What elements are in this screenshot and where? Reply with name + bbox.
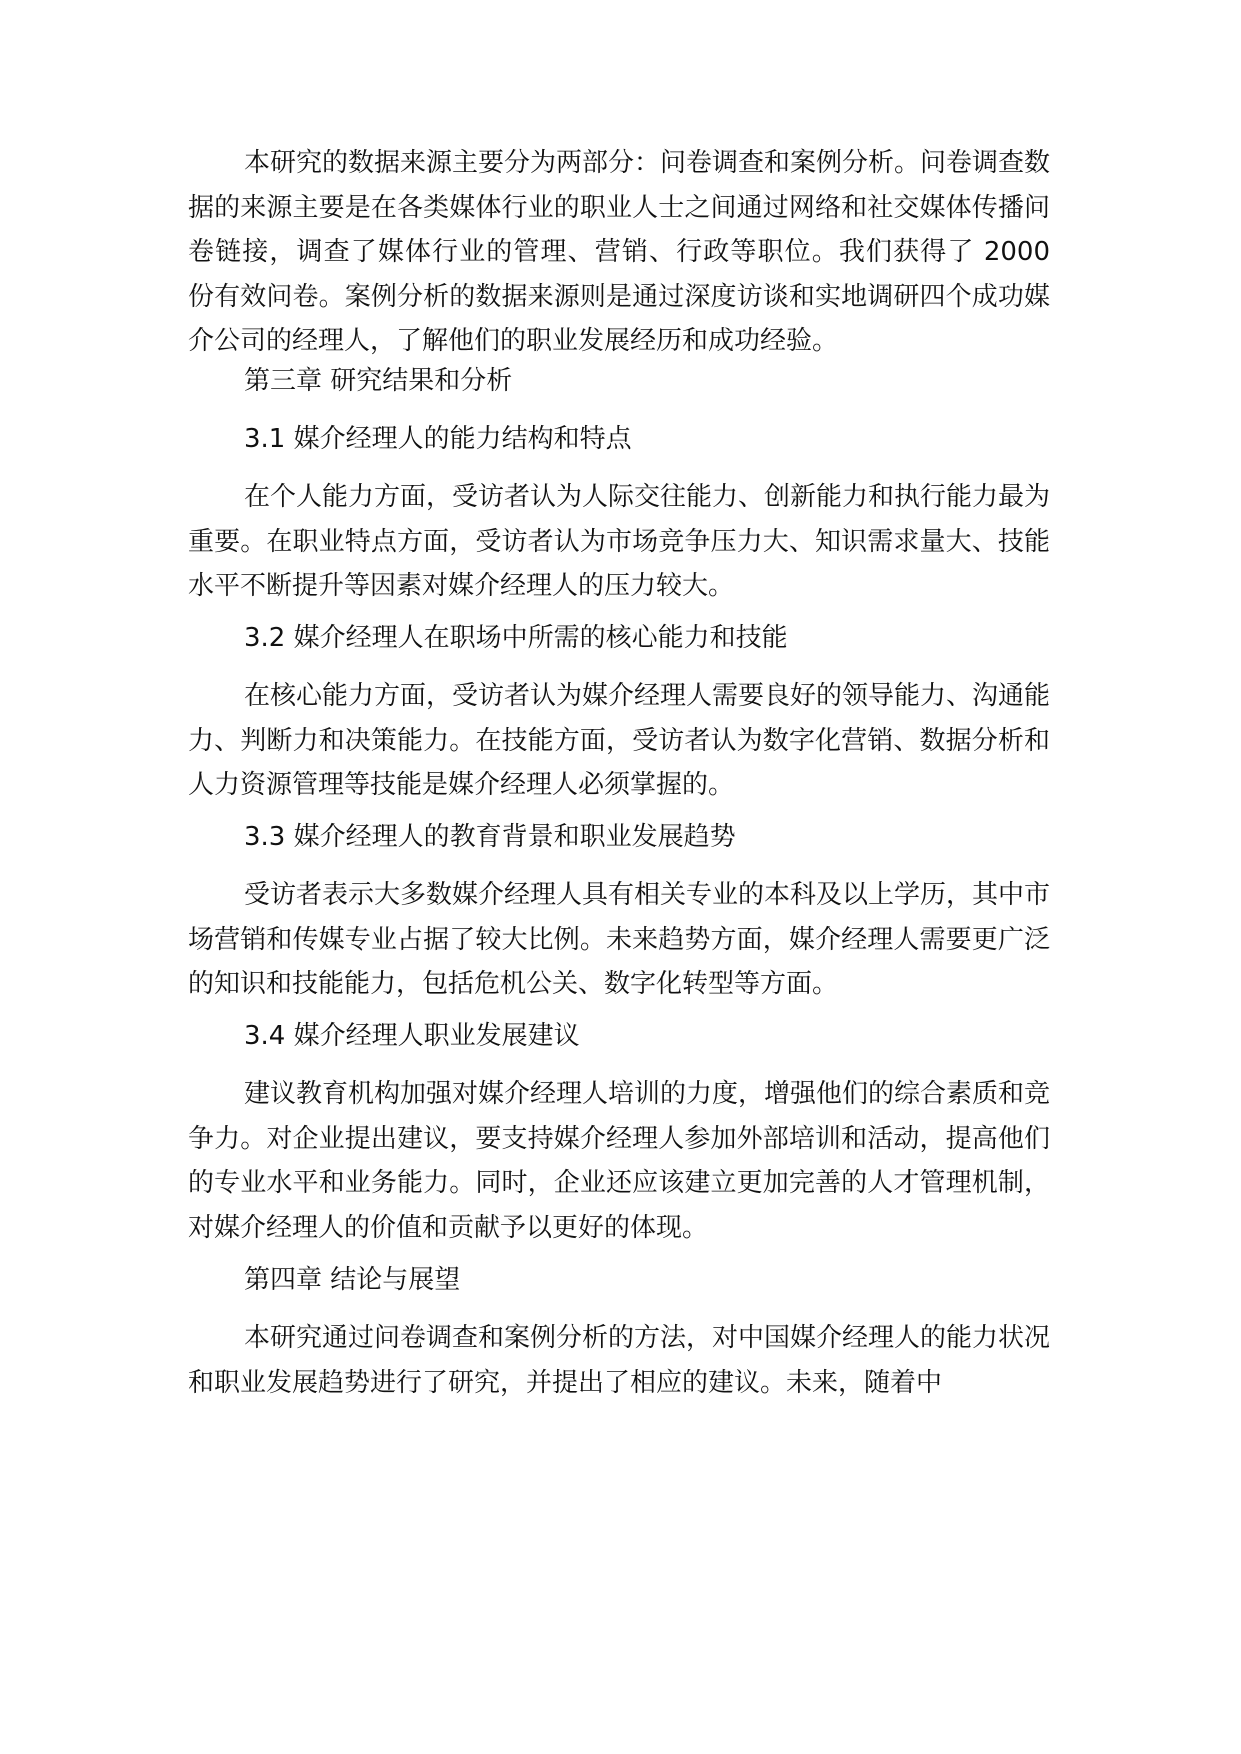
chapter-4-paragraph: 本研究通过问卷调查和案例分析的方法，对中国媒介经理人的能力状况和职业发展趋势进行了研究，并提出了相应的建议。未来，随着中: [188, 1323, 1051, 1398]
data-source-paragraph: 本研究的数据来源主要分为两部分：问卷调查和案例分析。问卷调查数据的来源主要是在各类媒体行业的职业人士之间通过网络和社交媒体传播问卷链接，调查了媒体行业的管理、营销、行政等职位。我们获得了 2000 份有效问卷。案例分析的数据来源则是通过深度访谈和实地调研四个成功媒介公司的经理人，了解他们的职业发展经历和成功经验。: [188, 148, 1051, 356]
chapter-3-heading: 第三章 研究结果和分析: [244, 366, 513, 396]
section-3-1-paragraph: 在个人能力方面，受访者认为人际交往能力、创新能力和执行能力最为重要。在职业特点方面，受访者认为市场竞争压力大、知识需求量大、技能水平不断提升等因素对媒介经理人的压力较大。: [188, 482, 1051, 601]
section-3-2-heading: 3.2 媒介经理人在职场中所需的核心能力和技能: [244, 623, 788, 653]
section-3-4-paragraph: 建议教育机构加强对媒介经理人培训的力度，增强他们的综合素质和竞争力。对企业提出建议，要支持媒介经理人参加外部培训和活动，提高他们的专业水平和业务能力。同时，企业还应该建立更加完善的人才管理机制，对媒介经理人的价值和贡献予以更好的体现。: [188, 1079, 1051, 1243]
section-3-4-heading: 3.4 媒介经理人职业发展建议: [244, 1021, 580, 1051]
section-3-1-heading: 3.1 媒介经理人的能力结构和特点: [244, 424, 632, 454]
chapter-4-heading: 第四章 结论与展望: [244, 1265, 461, 1295]
section-3-2-paragraph: 在核心能力方面，受访者认为媒介经理人需要良好的领导能力、沟通能力、判断力和决策能力。在技能方面，受访者认为数字化营销、数据分析和人力资源管理等技能是媒介经理人必须掌握的。: [188, 681, 1051, 800]
section-3-3-paragraph: 受访者表示大多数媒介经理人具有相关专业的本科及以上学历，其中市场营销和传媒专业占据了较大比例。未来趋势方面，媒介经理人需要更广泛的知识和技能能力，包括危机公关、数字化转型等方面。: [188, 880, 1051, 999]
section-3-3-heading: 3.3 媒介经理人的教育背景和职业发展趋势: [244, 822, 736, 852]
